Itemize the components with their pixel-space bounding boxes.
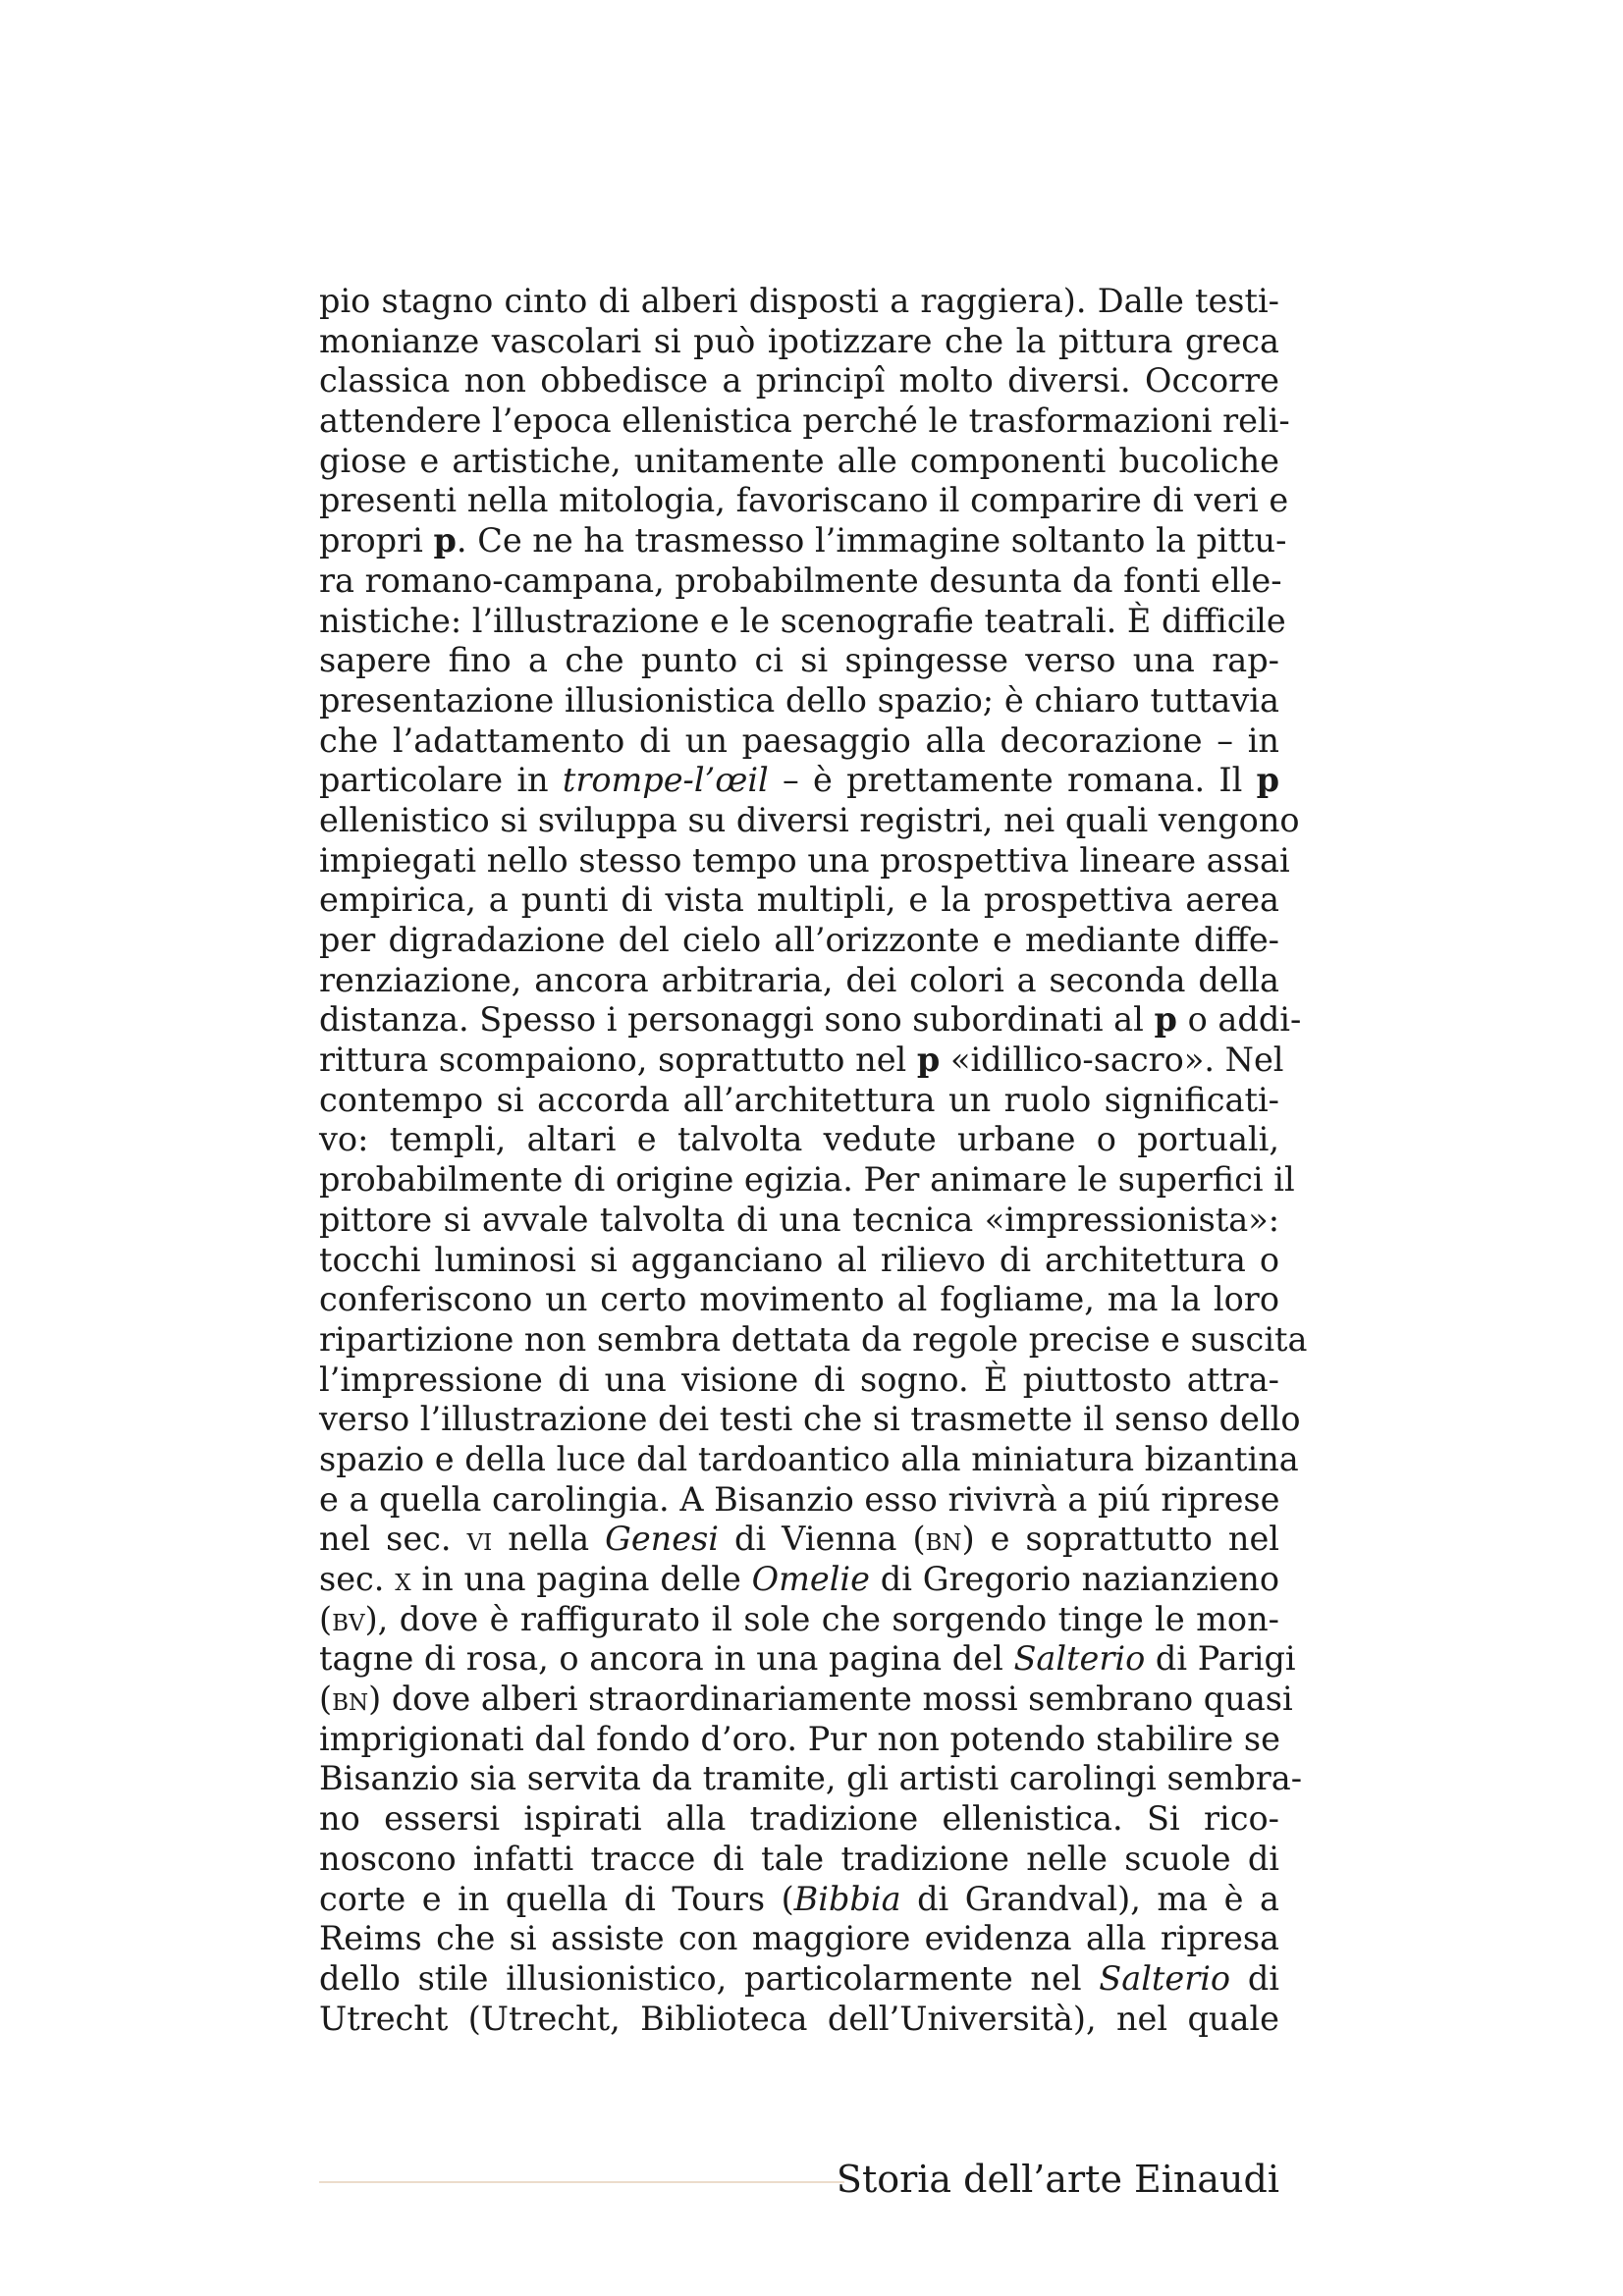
text-line: nistiche: l’illustrazione e le scenografie teatrali. È difficile [319,601,1286,640]
text-line: Reims che si assiste con maggiore evidenza alla ripresa [319,1919,1279,1958]
text-line: classica non obbedisce a principî molto diversi. Occorre [319,361,1279,400]
text-line: sec. x in una pagina delle Omelie di Gregorio nazianzieno [319,1560,1280,1598]
text-line: l’impressione di una visione di sogno. È piuttosto attra- [319,1360,1279,1399]
text-line: renziazione, ancora arbitraria, dei colori a seconda della [319,960,1279,999]
text-line: vo: templi, altari e talvolta vedute urbane o portuali, [319,1120,1279,1159]
text-line: pio stagno cinto di alberi disposti a raggiera). Dalle testi- [319,282,1279,320]
text-line: propri p. Ce ne ha trasmesso l’immagine soltanto la pittu- [319,521,1287,561]
text-line: probabilmente di origine egizia. Per animare le superfici il [319,1160,1295,1200]
text-line: e a quella carolingia. A Bisanzio esso rivivrà a piú riprese [319,1479,1280,1519]
text-line: presentazione illusionistica dello spazio; è chiaro tuttavia [319,680,1279,720]
text-line: imprigionati dal fondo d’oro. Pur non potendo stabilire se [319,1719,1280,1758]
text-line: corte e in quella di Tours (Bibbia di Grandval), ma è a [319,1879,1279,1918]
text-line: (bv), dove è raffigurato il sole che sorgendo tinge le mon- [319,1599,1279,1638]
text-line: (bn) dove alberi straordinariamente mossi sembrano quasi [319,1680,1293,1719]
text-line: nel sec. vi nella Genesi di Vienna (bn) e soprattutto nel [319,1520,1279,1559]
text-line: sapere fino a che punto ci si spingesse verso una rap- [319,641,1279,680]
footer-divider [319,2181,844,2183]
text-line: conferiscono un certo movimento al fogliame, ma la loro [319,1280,1279,1319]
body-text [319,282,1308,2039]
text-line: contempo si accorda all’architettura un ruolo significati- [319,1080,1279,1119]
text-line: verso l’illustrazione dei testi che si trasmette il senso dello [319,1400,1301,1439]
text-line: attendere l’epoca ellenistica perché le trasformazioni reli- [319,401,1290,441]
text-line: ellenistico si sviluppa su diversi registri, nei quali vengono [319,800,1300,839]
text-line: distanza. Spesso i personaggi sono subordinati al p o addi- [319,1000,1302,1040]
text-line: monianze vascolari si può ipotizzare che la pittura greca [319,321,1279,360]
footer-title: Storia dell’arte Einaudi [836,2158,1279,2201]
text-line: pittore si avvale talvolta di una tecnica «impressionista»: [319,1200,1279,1239]
text-line: tocchi luminosi si agganciano al rilievo di architettura o [319,1240,1279,1279]
text-line: per digradazione del cielo all’orizzonte e mediante diffe- [319,921,1279,959]
text-line: che l’adattamento di un paesaggio alla decorazione – in [319,721,1279,760]
text-line: dello stile illusionistico, particolarmente nel Salterio di [319,1958,1280,1998]
text-line: giose e artistiche, unitamente alle componenti bucoliche [319,441,1279,480]
text-line: Utrecht (Utrecht, Biblioteca dell’Università), nel quale [319,1999,1279,2038]
text-line: ripartizione non sembra dettata da regole precise e suscita [319,1319,1308,1359]
text-line: ra romano-campana, probabilmente desunta da fonti elle- [319,561,1282,600]
text-line: noscono infatti tracce di tale tradizione nelle scuole di [319,1839,1279,1878]
text-line: empirica, a punti di vista multipli, e la prospettiva aerea [319,881,1279,920]
text-line: spazio e della luce dal tardoantico alla miniatura bizantina [319,1439,1299,1478]
text-line: impiegati nello stesso tempo una prospettiva lineare assai [319,840,1290,880]
text-line: tagne di rosa, o ancora in una pagina del Salterio di Parigi [319,1639,1296,1679]
text-line: particolare in trompe-l’œil – è prettamente romana. Il p [319,761,1279,800]
text-line: presenti nella mitologia, favoriscano il comparire di veri e [319,481,1289,520]
text-line: rittura scompaiono, soprattutto nel p «idillico-sacro». Nel [319,1041,1284,1080]
text-line: no essersi ispirati alla tradizione ellenistica. Si rico- [319,1799,1279,1839]
text-line: Bisanzio sia servita da tramite, gli artisti carolingi sembra- [319,1759,1303,1798]
